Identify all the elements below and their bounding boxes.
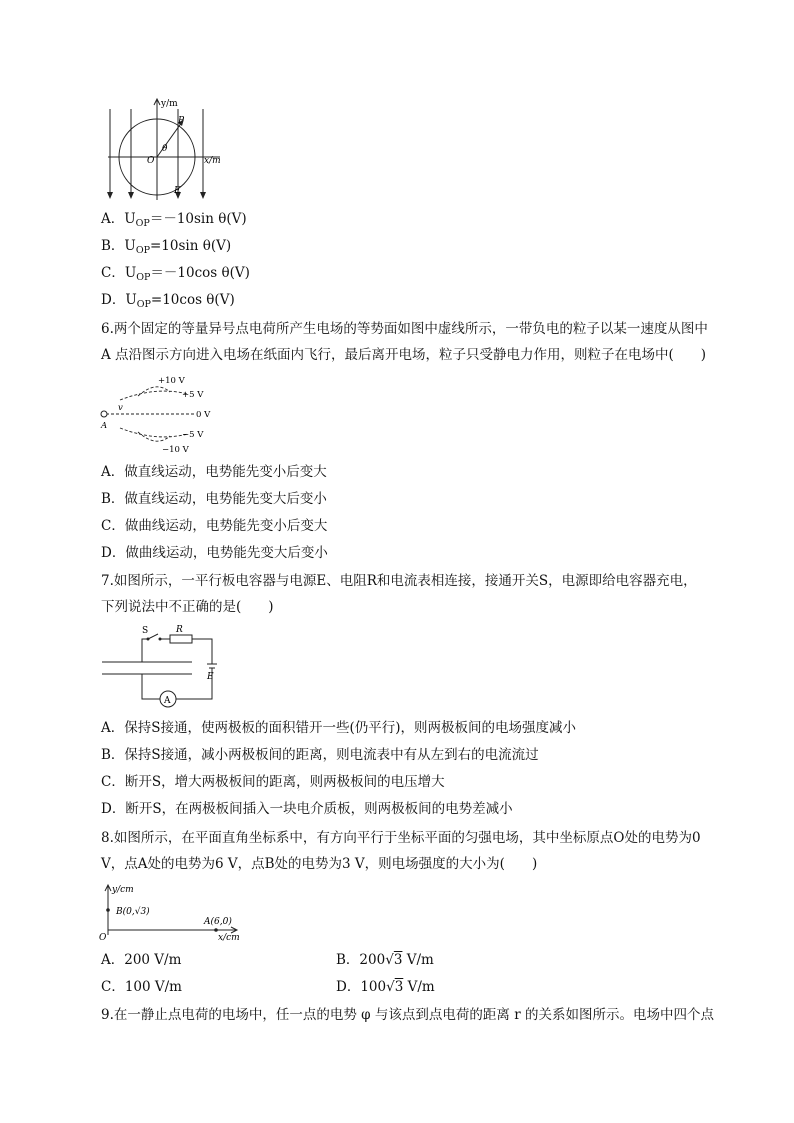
q8-option-b: B．200√3 V/m <box>336 952 434 968</box>
fig4-origin: O <box>99 933 107 943</box>
fig3-resistor-label: R <box>176 625 183 635</box>
figure-equipotential <box>96 370 226 460</box>
fig3-switch-label: S <box>142 626 149 636</box>
fig1-point-p: P <box>178 116 185 126</box>
figure-capacitor-circuit <box>98 622 228 712</box>
q9-stem-line1: 9.在一静止点电荷的电场中，任一点的电势 φ 与该点到点电荷的距离 r 的关系如图所示。电场中四个点 <box>101 1007 714 1023</box>
q8-option-a: A．200 V/m <box>101 952 182 968</box>
q7-option-d: D．断开S，在两极板间插入一块电介质板，则两极板间的电势差减小 <box>101 801 513 817</box>
q8-option-d: D．100√3 V/m <box>336 979 435 995</box>
q5-option-a: A．$U_{OP}=-10\sin$ θ(V) <box>101 211 247 229</box>
fig2-label-minus10: −10 V <box>162 445 189 455</box>
q8-stem-line2: V，点A处的电势为6 V，点B处的电势为3 V，则电场强度的大小为( ) <box>101 856 538 872</box>
fig3-source-label: E <box>207 672 214 682</box>
fig3-ammeter-label: A <box>164 696 171 706</box>
q8-stem-line1: 8.如图所示，在平面直角坐标系中，有方向平行于坐标平面的匀强电场，其中坐标原点O处的电势为0 <box>101 830 701 846</box>
fig2-point-a: A <box>101 421 108 431</box>
fig2-label-0: 0 V <box>196 410 211 420</box>
q7-option-c: C．断开S，增大两极板间的距离，则两极板间的电压增大 <box>101 774 445 790</box>
q6-option-b: B．做直线运动，电势能先变大后变小 <box>101 491 327 507</box>
fig2-label-plus10: +10 V <box>158 376 185 386</box>
q7-option-b: B．保持S接通，减小两极板间的距离，则电流表中有从左到右的电流流过 <box>101 747 539 763</box>
q5-option-b: B．$U_{OP}=10\sin$ θ(V) <box>101 238 232 256</box>
figure-coordinate-plane <box>96 880 246 945</box>
fig1-origin: O <box>147 156 155 166</box>
q7-option-a: A．保持S接通，使两极板的面积错开一些(仍平行)，则两极板间的电场强度减小 <box>101 720 577 736</box>
q5-option-d: D．$U_{OP}=10\cos$ θ(V) <box>101 292 235 310</box>
fig2-label-plus5: +5 V <box>182 390 204 400</box>
fig2-velocity: v <box>118 403 123 413</box>
fig4-point-a: A(6,0) <box>204 917 232 927</box>
fig1-field-e: E <box>174 186 181 196</box>
q6-option-a: A．做直线运动，电势能先变小后变大 <box>101 464 327 480</box>
q8-option-c: C．100 V/m <box>101 979 182 995</box>
fig1-x-label: x/m <box>204 156 221 166</box>
q6-stem-line2: A 点沿图示方向进入电场在纸面内飞行，最后离开电场，粒子只受静电力作用，则粒子在电场中( ) <box>101 347 707 363</box>
fig1-y-label: y/m <box>161 99 178 109</box>
q7-stem-line1: 7.如图所示，一平行板电容器与电源E、电阻R和电流表相连接，接通开关S，电源即给电容器充电， <box>101 573 697 589</box>
figure-circle-field <box>100 95 230 205</box>
fig4-x-label: x/cm <box>218 933 240 943</box>
q6-stem-line1: 6.两个固定的等量异号点电荷所产生电场的等势面如图中虚线所示，一带负电的粒子以某一速度从图中 <box>101 321 708 337</box>
fig1-angle: θ <box>162 144 168 154</box>
fig2-label-minus5: −5 V <box>182 430 204 440</box>
q7-stem-line2: 下列说法中不正确的是( ) <box>101 599 274 615</box>
q6-option-c: C．做曲线运动，电势能先变小后变大 <box>101 518 328 534</box>
fig4-y-label: y/cm <box>112 885 134 895</box>
q6-option-d: D．做曲线运动，电势能先变大后变小 <box>101 545 328 561</box>
fig4-point-b: B(0,√3) <box>116 907 150 917</box>
q5-option-c: C．$U_{OP}=-10\cos$ θ(V) <box>101 265 250 283</box>
